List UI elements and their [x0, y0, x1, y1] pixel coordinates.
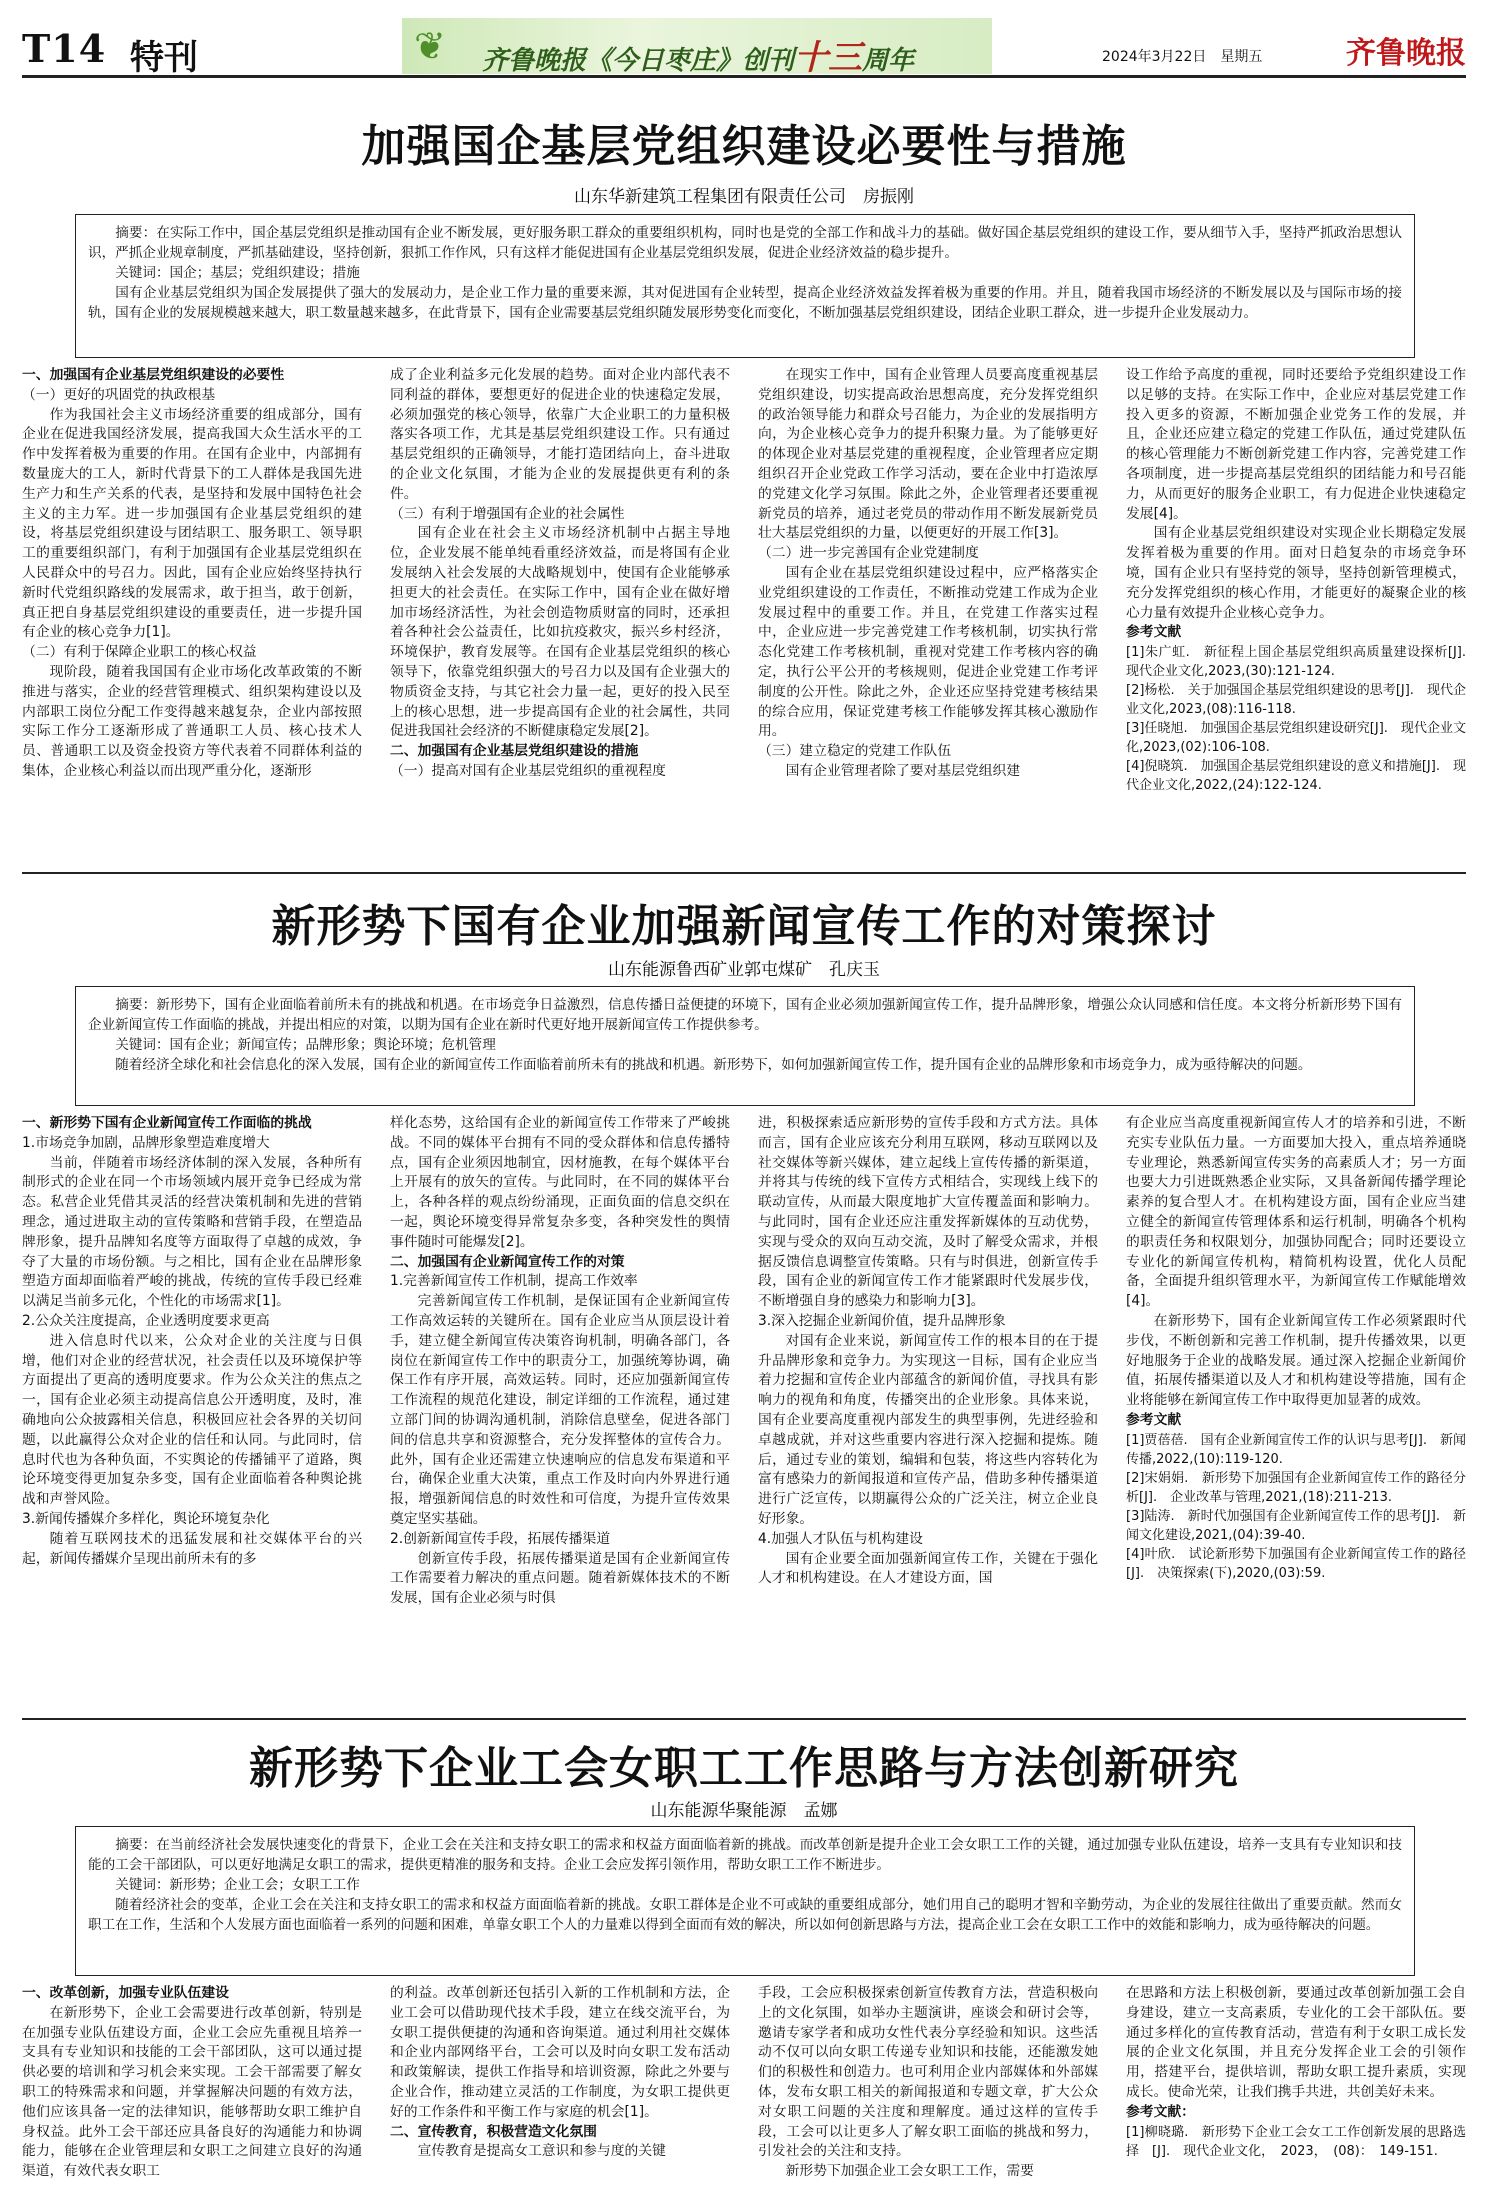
section-heading: 参考文献 [1126, 624, 1182, 641]
article-2-author: 山东能源鲁西矿业郭屯煤矿 孔庆玉 [608, 960, 880, 980]
reference-item: [2]宋娟娟. 新形势下加强国有企业新闻宣传工作的路径分析[J]. 企业改革与管理,2021,(18):211-213. [1126, 1470, 1466, 1505]
paragraph: 2.创新新闻宣传手段，拓展传播渠道 [390, 1530, 611, 1547]
paragraph: （一）更好的巩固党的执政根基 [22, 386, 216, 403]
paragraph: 随着互联网技术的迅猛发展和社交媒体平台的兴起，新闻传播媒介呈现出前所未有的多 [22, 1530, 362, 1567]
reference-item: [1]柳晓璐. 新形势下企业工会女工工作创新发展的思路选择 [J]. 现代企业文化， 2023， (08)： 149-151. [1126, 2124, 1466, 2159]
column [390, 1114, 730, 1712]
paragraph: 现阶段，随着我国国有企业市场化改革政策的不断推进与落实，企业的经营管理模式、组织架构建设以及内部职工岗位分配工作变得越来越复杂，企业内部按照实际工作分工逐渐形成了普通职工人员、核心技术人员、普通职工以及资金投资方等代表着不同群体利益的集体，企业核心利益以而出现严重分化，逐渐形 [22, 663, 362, 779]
anniversary-banner [402, 18, 992, 78]
reference-item: [4]叶欣. 试论新形势下加强国有企业新闻宣传工作的路径[J]. 决策探索(下),2020,(03):59. [1126, 1546, 1466, 1581]
abstract: 摘要：在实际工作中，国企基层党组织是推动国有企业不断发展，更好服务职工群众的重要组织机构，同时也是党的全部工作和战斗力的基础。做好国企基层党组织的建设工作，要从细节入手，坚持严抓政治思想认识，严抓企业规章制度，严抓基础建设，坚持创新，狠抓工作作风，只有这样才能促进国有企业基层党组织发展，促进企业经济效益的稳步提升。 [88, 225, 1402, 261]
column [1126, 1114, 1466, 1712]
article-2-body [22, 1114, 1466, 1712]
paragraph: （二）进一步完善国有企业党建制度 [758, 545, 979, 562]
column [758, 1114, 1098, 1712]
reference-item: [3]陆涛. 新时代加强国有企业新闻宣传工作的思考[J]. 新闻文化建设,2021,(04):39-40. [1126, 1508, 1466, 1543]
section-heading: 参考文献： [1126, 2103, 1195, 2120]
paragraph: （二）有利于保障企业职工的核心权益 [22, 644, 257, 661]
paragraph: 对国有企业来说，新闻宣传工作的根本目的在于提升品牌形象和竞争力。为实现这一目标，国有企业应当着力挖掘和宣传企业内部蕴含的新闻价值，寻找具有影响力的视角和角度，传播突出的企业形象。具体来说，国有企业要高度重视内部发生的典型事例，先进经验和卓越成就，并对这些重要内容进行深入挖掘和提炼。随后，通过专业的策划，编辑和包装，将这些内容转化为富有感染力的新闻报道和宣传产品，借助多种传播渠道进行广泛宣传，以期赢得公众的广泛关注，树立企业良好形象。 [758, 1332, 1098, 1527]
keywords: 关键词：国有企业；新闻宣传；品牌形象；舆论环境；危机管理 [115, 1037, 496, 1053]
article-1-title: 加强国企基层党组织建设必要性与措施 [361, 121, 1127, 172]
column [22, 1984, 362, 2182]
paragraph: 国有企业要全面加强新闻宣传工作，关键在于强化人才和机构建设。在人才建设方面，国 [758, 1550, 1098, 1587]
paragraph: 进，积极探索适应新形势的宣传手段和方式方法。具体而言，国有企业应该充分利用互联网，移动互联网以及社交媒体等新兴媒体，建立起线上宣传传播的新渠道，并将其与传统的线下宣传方式相结合，实现线上线下的联动宣传，从而最大限度地扩大宣传覆盖面和影响力。与此同时，国有企业还应注重发挥新媒体的互动优势，实现与受众的双向互动交流，及时了解受众需求，并根据反馈信息调整宣传策略。只有与时俱进，创新宣传手段，国有企业的新闻宣传工作才能紧跟时代发展步伐，不断增强自身的感染力和影响力[3]。 [758, 1115, 1098, 1310]
article-3-author: 山东能源华聚能源 孟娜 [650, 1801, 838, 1821]
abstract: 摘要：在当前经济社会发展快速变化的背景下，企业工会在关注和支持女职工的需求和权益方面面临着新的挑战。而改革创新是提升企业工会女职工工作的关键，通过加强专业队伍建设，培养一支具有专业知识和技能的工会干部团队，可以更好地满足女职工的需求，提供更精准的服务和支持。企业工会应发挥引领作用，帮助女职工工作不断进步。 [88, 1837, 1402, 1873]
paragraph: 4.加强人才队伍与机构建设 [758, 1530, 923, 1547]
reference-item: [4]倪晓筑. 加强国企基层党组织建设的意义和措施[J]. 现代企业文化,2022,(24):122-124. [1126, 759, 1466, 794]
article-3-title: 新形势下企业工会女职工工作思路与方法创新研究 [249, 1743, 1239, 1794]
article-divider [22, 1718, 1466, 1720]
section-heading: 一、改革创新，加强专业队伍建设 [22, 1985, 229, 2001]
banner-text: 齐鲁晚报《今日枣庄》创刊十三周年 [482, 38, 915, 78]
paragraph: 作为我国社会主义市场经济重要的组成部分，国有企业在促进我国经济发展，提高我国大众生活水平的工作中发挥着极为重要的作用。在国有企业中，内部拥有数量庞大的工人，新时代背景下的工人群体是我国先进生产力和生产关系的代表，是坚持和发展中国特色社会主义的主力军。进一步加强国有企业基层党组织的建设，将基层党组织建设与团结职工、服务职工、领导职工的重要组织部门，有利于加强国有企业基层党组织在人民群众中的号召力。因此，国有企业应始终坚持执行新时代党组织路线的发展需求，敢于担当，敢于创新，真正把自身基层党组织建设的重要责任，进一步提升国有企业的核心竞争力[1]。 [22, 406, 362, 641]
page-number: T14 [22, 26, 107, 71]
section-heading: 一、新形势下国有企业新闻宣传工作面临的挑战 [22, 1115, 312, 1131]
section-heading: 二、加强国有企业新闻宣传工作的对策 [390, 1253, 625, 1270]
paragraph: 2.公众关注度提高，企业透明度要求更高 [22, 1312, 270, 1329]
page-header [22, 18, 1466, 78]
article-3-abstract-box [75, 1826, 1415, 1976]
paragraph: （三）建立稳定的党建工作队伍 [758, 743, 952, 760]
section-name: 特刊 [130, 38, 198, 78]
paragraph: 在新形势下，国有企业新闻宣传工作必须紧跟时代步伐，不断创新和完善工作机制，提升传播效果，以更好地服务于企业的战略发展。通过深入挖掘企业新闻价值，拓展传播渠道以及人才和机构建设等措施，国有企业将能够在新闻宣传工作中取得更加显著的成效。 [1126, 1312, 1466, 1409]
section-heading: 一、加强国有企业基层党组织建设的必要性 [22, 367, 285, 383]
section-heading: 二、加强国有企业基层党组织建设的措施 [390, 743, 639, 760]
article-1-author: 山东华新建筑工程集团有限责任公司 房振刚 [574, 187, 914, 207]
column [390, 366, 730, 866]
newspaper-logo: 齐鲁晚报 [1346, 36, 1466, 71]
paragraph: 在思路和方法上积极创新，要通过改革创新加强工会自身建设，建立一支高素质，专业化的工会干部队伍。要通过多样化的宣传教育活动，营造有利于女职工成长发展的企业文化氛围，并且充分发挥企业工会的引领作用，搭建平台，提供培训，帮助女职工提升素质，实现成长。使命光荣，让我们携手共进，共创美好未来。 [1126, 1985, 1466, 2100]
paragraph: 新形势下加强企业工会女职工工作，需要 [785, 2163, 1034, 2180]
article-3-body [22, 1984, 1466, 2180]
paragraph: 成了企业利益多元化发展的趋势。面对企业内部代表不同利益的群体，要想更好的促进企业的快速稳定发展，必须加强党的核心领导，依靠广大企业职工的力量积极落实各项工作，尤其是基层党组织建设工作。只有通过基层党组织的正确领导，才能打造团结向上，奋斗进取的企业文化氛围，才能为企业的发展提供更有利的条件。 [390, 367, 730, 502]
article-2-title: 新形势下国有企业加强新闻宣传工作的对策探讨 [271, 901, 1217, 952]
paragraph: 完善新闻宣传工作机制，是保证国有企业新闻宣传工作高效运转的关键所在。国有企业应当从顶层设计着手，建立健全新闻宣传决策咨询机制，明确各部门，各岗位在新闻宣传工作中的职责分工，加强统筹协调，确保工作有序开展，高效运转。同时，还应加强新闻宣传工作流程的规范化建设，制定详细的工作流程，通过建立部门间的协调沟通机制，消除信息壁垒，促进各部门间的信息共享和资源整合，充分发挥整体的宣传合力。此外，国有企业还需建立快速响应的信息发布渠道和平台，确保企业重大决策，重点工作及时向内外界进行通报，增强新闻信息的时效性和可信度，为提升宣传效果奠定坚实基础。 [390, 1293, 730, 1527]
intro-paragraph: 随着经济社会的变革，企业工会在关注和支持女职工的需求和权益方面面临着新的挑战。女职工群体是企业不可或缺的重要组成部分，她们用自己的聪明才智和辛勤劳动，为企业的发展往往做出了重要贡献。然而女职工在工作，生活和个人发展方面也面临着一系列的问题和困难，单靠女职工个人的力量难以得到全面而有效的解决，所以如何创新思路与方法，提高企业工会在女职工工作中的效能和影响力，成为亟待解决的问题。 [88, 1897, 1402, 1933]
paragraph: 当前，伴随着市场经济体制的深入发展，各种所有制形式的企业在同一个市场领域内展开竞争已经成为常态。私营企业凭借其灵活的经营决策机制和先进的营销理念，通过进取主动的宣传策略和营销手段，在塑造品牌形象，提升品牌知名度等方面取得了卓越的成效，争夺了大量的市场份额。与之相比，国有企业在品牌形象塑造方面却面临着严峻的挑战，传统的宣传手段已经难以满足当前多元化，个性化的市场需求[1]。 [22, 1154, 362, 1310]
keywords: 关键词：新形势；企业工会；女职工工作 [115, 1877, 360, 1893]
column [1126, 366, 1480, 866]
intro-paragraph: 国有企业基层党组织为国企发展提供了强大的发展动力，是企业工作力量的重要来源，其对促进国有企业转型，提高企业经济效益发挥着极为重要的作用。并且，随着我国市场经济的不断发展以及与国际市场的接轨，国有企业的发展规模越来越大，职工数量越来越多，在此背景下，国有企业需要基层党组织随发展形势变化而变化，不断加强基层党组织建设，团结企业职工群众，进一步提升企业发展动力。 [88, 285, 1402, 321]
column [390, 1984, 730, 2182]
paragraph: 1.市场竞争加剧，品牌形象塑造难度增大 [22, 1134, 270, 1151]
column [758, 366, 1098, 866]
leaf-icon: ❦ [414, 24, 446, 68]
keywords: 关键词：国企；基层；党组织建设；措施 [115, 265, 360, 281]
paragraph: 创新宣传手段，拓展传播渠道是国有企业新闻宣传工作需要着力解决的重点问题。随着新媒体技术的不断发展，国有企业必须与时俱 [390, 1550, 730, 1607]
paragraph: 国有企业管理者除了要对基层党组织建 [785, 762, 1021, 779]
paragraph: 手段，工会应积极探索创新宣传教育方法，营造积极向上的文化氛围，如举办主题演讲，座谈会和研讨会等，邀请专家学者和成功女性代表分享经验和知识。这些活动不仅可以向女职工传递专业知识和技能，还能激发她们的积极性和创造力。也可利用企业内部媒体和外部媒体，发布女职工相关的新闻报道和专题文章，扩大公众对女职工问题的关注度和理解度。通过这样的宣传手段，工会可以让更多人了解女职工面临的挑战和努力，引发社会的关注和支持。 [758, 1985, 1098, 2160]
paragraph: 设工作给予高度的重视，同时还要给予党组织建设工作以足够的支持。在实际工作中，企业应对基层党建工作投入更多的资源，不断加强企业党务工作的发展，并且，企业还应建立稳定的党建工作队伍，通过党建队伍的核心管理能力不断创新党建工作内容，完善党建工作各项制度，进一步提高基层党组织的团结能力和号召能力，从而更好的服务企业职工，有力促进企业快速稳定发展[4]。 [1126, 367, 1466, 522]
section-heading: 参考文献 [1126, 1411, 1182, 1428]
paragraph: 样化态势，这给国有企业的新闻宣传工作带来了严峻挑战。不同的媒体平台拥有不同的受众群体和信息传播特点，国有企业须因地制宜，因材施教，在每个媒体平台上开展有的放矢的宣传。与此同时，在不同的媒体平台上，各种各样的观点纷纷涌现，正面负面的信息交织在一起，舆论环境变得异常复杂多变，各种突发性的舆情事件随时可能爆发[2]。 [390, 1115, 730, 1250]
reference-item: [1]贾蓓蓓. 国有企业新闻宣传工作的认识与思考[J]. 新闻传播,2022,(10):119-120. [1126, 1432, 1466, 1467]
abstract: 摘要：新形势下，国有企业面临着前所未有的挑战和机遇。在市场竞争日益激烈，信息传播日益便捷的环境下，国有企业必须加强新闻宣传工作，提升品牌形象，增强公众认同感和信任度。本文将分析新形势下国有企业新闻宣传工作面临的挑战，并提出相应的对策，以期为国有企业在新时代更好地开展新闻宣传工作提供参考。 [88, 997, 1402, 1033]
column [22, 1114, 362, 1712]
paragraph: 国有企业在社会主义市场经济机制中占据主导地位，企业发展不能单纯看重经济效益，而是将国有企业发展纳入社会发展的大战略规划中，使国有企业能够承担更大的社会责任。在实际工作中，国有企业在做好增加市场经济活性，为社会创造物质财富的同时，还承担着各种社会公益责任，比如抗疫救灾，振兴乡村经济，环境保护，教育发展等。在国有企业基层党组织的核心领导下，依靠党组织强大的号召力以及国有企业强大的物质资金支持，与其它社会力量一起，更好的投入民至上的核心思想，进一步提高国有企业的社会属性，共同促进我国社会经济的不断健康稳定发展[2]。 [390, 525, 730, 740]
paragraph: 国有企业基层党组织建设对实现企业长期稳定发展发挥着极为重要的作用。面对日趋复杂的市场竞争环境，国有企业只有坚持党的领导，坚持创新管理模式，充分发挥党组织的核心作用，才能更好的凝聚企业的核心力量有效提升企业核心竞争力。 [1126, 525, 1466, 621]
paragraph: 进入信息时代以来，公众对企业的关注度与日俱增，他们对企业的经营状况，社会责任以及环境保护等方面提出了更高的透明度要求。作为公众关注的焦点之一，国有企业必须主动提高信息公开透明度，及时，准确地向公众披露相关信息，积极回应社会各界的关切问题，以此赢得公众对企业的信任和认同。与此同时，信息时代也为各种负面，不实舆论的传播铺平了道路，舆论环境变得更加复杂多变，国有企业面临着各种舆论挑战和声誉风险。 [22, 1332, 362, 1508]
issue-date: 2024年3月22日 星期五 [1102, 49, 1263, 65]
paragraph: 宣传教育是提高女工意识和参与度的关键 [417, 2143, 666, 2160]
paragraph: 3.新闻传播媒介多样化，舆论环境复杂化 [22, 1510, 270, 1527]
paragraph: 有企业应当高度重视新闻宣传人才的培养和引进，不断充实专业队伍力量。一方面要加大投入，重点培养通晓专业理论，熟悉新闻宣传实务的高素质人才；另一方面也要大力引进既熟悉企业实际，又具备新闻传播学理论素养的复合型人才。在机构建设方面，国有企业应当建立健全的新闻宣传管理体系和运行机制，明确各个机构的职责任务和权限划分，加强协同配合；同时还要设立专业化的新闻宣传机构，精简机构设置，优化人员配备，全面提升组织管理水平，为新闻宣传工作赋能增效[4]。 [1126, 1115, 1466, 1310]
reference-item: [3]任晓旭. 加强国企基层党组织建设研究[J]. 现代企业文化,2023,(02):106-108. [1126, 721, 1466, 756]
paragraph: 3.深入挖掘企业新闻价值，提升品牌形象 [758, 1312, 1006, 1329]
paragraph: 在新形势下，企业工会需要进行改革创新，特别是在加强专业队伍建设方面，企业工会应先重视且培养一支具有专业知识和技能的工会干部团队，这可以通过提供必要的培训和学习机会来实现。工会干部需要了解女职工的特殊需求和问题，并掌握解决问题的有效方法，他们应该具备一定的法律知识，能够帮助女职工维护自身权益。此外工会干部还应具备良好的沟通能力和协调能力，能够在企业管理层和女职工之间建立良好的沟通渠道，有效代表女职工 [22, 2004, 362, 2180]
reference-item: [1]朱广虹. 新征程上国企基层党组织高质量建设探析[J]. 现代企业文化,2023,(30):121-124. [1126, 645, 1480, 680]
column [758, 1984, 1098, 2182]
article-1-body [22, 366, 1480, 866]
column [22, 366, 362, 866]
paragraph: 的利益。改革创新还包括引入新的工作机制和方法，企业工会可以借助现代技术手段，建立在线交流平台，为女职工提供便捷的沟通和咨询渠道。通过利用社交媒体和企业内部网络平台，工会可以及时向女职工发布活动和政策解读，提供工作指导和培训资源，除此之外要与企业合作，推动建立灵活的工作制度，为女职工提供更好的工作条件和平衡工作与家庭的机会[1]。 [390, 1985, 730, 2120]
article-1-abstract-box [75, 214, 1415, 358]
column [1126, 1984, 1466, 2182]
section-heading: 二、宣传教育，积极营造文化氛围 [390, 2123, 597, 2140]
article-2-abstract-box [75, 986, 1415, 1106]
reference-item: [2]杨松. 关于加强国企基层党组织建设的思考[J]. 现代企业文化,2023,(08):116-118. [1126, 683, 1466, 718]
article-divider [22, 872, 1466, 874]
paragraph: 在现实工作中，国有企业管理人员要高度重视基层党组织建设，切实提高政治思想高度，充分发挥党组织的政治领导能力和群众号召能力，为企业的发展指明方向，为企业核心竞争力的提升积聚力量。为了能够更好的体现企业对基层党建的重视程度，企业管理者应定期组织召开企业党政工作学习活动，要在企业中打造浓厚的党建文化学习氛围。除此之外，企业管理者还要重视新党员的培养，通过老党员的带动作用不断发展新党员壮大基层党组织的力量，以便更好的开展工作[3]。 [758, 367, 1098, 542]
paragraph: 1.完善新闻宣传工作机制，提高工作效率 [390, 1273, 638, 1290]
paragraph: （三）有利于增强国有企业的社会属性 [390, 505, 625, 522]
paragraph: （一）提高对国有企业基层党组织的重视程度 [390, 762, 666, 779]
paragraph: 国有企业在基层党组织建设过程中，应严格落实企业党组织建设的工作责任，不断推动党建工作成为企业发展过程中的重要工作。并且，在党建工作落实过程中，企业应进一步完善党建工作考核机制，切实执行常态化党建工作考核机制，重视对党建工作考核内容的确定，执行公平公开的考核规则，促进企业党建工作考评制度的公开性。除此之外，企业还应坚持党建考核结果的综合应用，保证党建考核工作能够发挥其核心激励作用。 [758, 564, 1098, 740]
intro-paragraph: 随着经济全球化和社会信息化的深入发展，国有企业的新闻宣传工作面临着前所未有的挑战和机遇。新形势下，如何加强新闻宣传工作，提升国有企业的品牌形象和市场竞争力，成为亟待解决的问题。 [115, 1057, 1312, 1073]
